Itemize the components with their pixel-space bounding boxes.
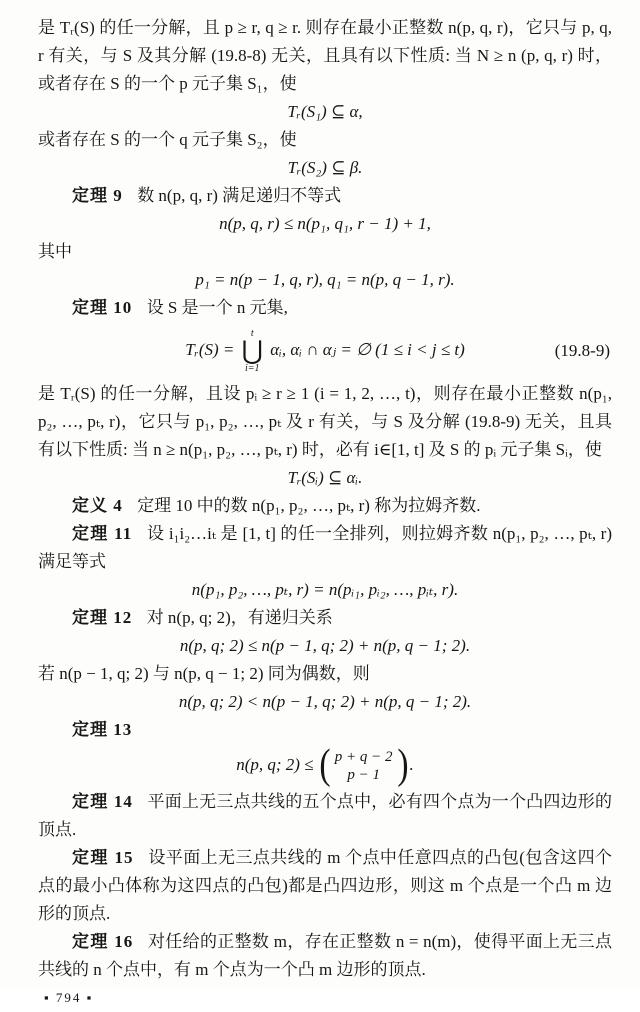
formula-alpha-i-subset: Tᵣ(Sᵢ) ⊆ αᵢ.: [287, 468, 363, 487]
theorem-15: [38, 844, 612, 928]
formula-recurrence-leq: n(p, q; 2) ≤ n(p − 1, q; 2) + n(p, q − 1; 2).: [179, 636, 471, 655]
formula-alpha-subset: Tᵣ(S₁) ⊆ α,: [287, 102, 363, 121]
theorem-16-text: 对任给的正整数 m，存在正整数 n = n(m)，使得平面上无三点共线的 n 个点中，有 m 个点为一个凸 m 边形的顶点.: [38, 932, 613, 979]
union-symbol: ⋃: [241, 336, 263, 365]
right-paren: ): [396, 742, 409, 789]
theorem-14-text: 平面上无三点共线的五个点中，必有四个点为一个凸四边形的顶点.: [38, 792, 613, 839]
theorem-10: [38, 294, 612, 322]
equation-tag-19-8-9: (19.8-9): [554, 341, 610, 360]
left-paren: (: [319, 742, 331, 789]
union-lower-limit: i=1: [245, 363, 260, 374]
formula-19-8-9: [38, 322, 612, 380]
definition-4-label: 定义 4: [72, 496, 123, 515]
binomial-coefficient: [318, 742, 410, 789]
theorem-13-label: 定理 13: [72, 720, 133, 739]
binomial-formula-lhs: n(p, q; 2) ≤: [236, 754, 318, 774]
paragraph-where: 其中: [38, 242, 72, 261]
formula-p1-q1-definitions: p₁ = n(p − 1, q, r), q₁ = n(p, q − 1, r).: [195, 270, 455, 289]
theorem-11-label: 定理 11: [72, 524, 133, 543]
theorem-10-label: 定理 10: [72, 298, 133, 317]
theorem-10-text: 设 S 是一个 n 元集,: [146, 298, 288, 317]
theorem-14: [38, 788, 612, 844]
paragraph-both-even: 若 n(p − 1, q; 2) 与 n(p, q − 1; 2) 同为偶数，则: [38, 664, 370, 683]
definition-4: [38, 492, 612, 520]
theorem-11: [38, 520, 612, 576]
formula-binomial-bound: [38, 744, 612, 788]
formula-permutation-equality: n(p₁, p₂, …, pₜ, r) = n(pᵢ₁, pᵢ₂, …, pᵢₜ, r).: [191, 580, 459, 599]
theorem-9-text: 数 n(p, q, r) 满足递归不等式: [137, 186, 342, 205]
big-union-operator: [242, 328, 263, 374]
union-upper-limit: t: [250, 328, 254, 339]
union-formula-rhs: αᵢ, αᵢ ∩ αⱼ = ∅ (1 ≤ i < j ≤ t): [270, 339, 465, 359]
theorem-16-label: 定理 16: [72, 932, 134, 951]
page-number: ▪ 794 ▪: [44, 990, 94, 1005]
theorem-12: [38, 604, 612, 632]
paragraph-decomposition: 是 Tᵣ(S) 的任一分解，且设 pᵢ ≥ r ≥ 1 (i = 1, 2, …, t)，则存在最小正整数 n(p₁, p₂, …, pₜ, r)，它只与 p₁, p₂, …, pₜ 及 r 有关，与 S 及分解 (19.8-9) 无关，且具有以下性质: 当 n ≥ n(p₁, p₂, …, pₜ, r) 时，必有 i∈[1, t] 及 S 的 pᵢ 元子集 Sᵢ，使: [38, 384, 612, 459]
binomial-denominator: p − 1: [347, 767, 380, 783]
theorem-14-label: 定理 14: [72, 792, 133, 811]
binomial-formula-tail: .: [409, 754, 414, 774]
theorem-16: [38, 928, 612, 984]
formula-beta-subset: Tᵣ(S₂) ⊆ β.: [287, 158, 363, 177]
theorem-15-label: 定理 15: [72, 848, 134, 867]
theorem-9: [38, 182, 612, 210]
theorem-12-label: 定理 12: [72, 608, 133, 627]
paragraph-intro: 是 Tᵣ(S) 的任一分解，且 p ≥ r, q ≥ r. 则存在最小正整数 n(p, q, r)，它只与 p, q, r 有关，与 S 及其分解 (19.8-8) 无关，且具有以下性质: 当 N ≥ n (p, q, r) 时，或者存在 S 的一个 p 元子集 S₁，使: [38, 18, 612, 93]
definition-4-text: 定理 10 中的数 n(p₁, p₂, …, pₜ, r) 称为拉姆齐数.: [137, 496, 481, 515]
paragraph-or-q-subset: 或者存在 S 的一个 q 元子集 S₂，使: [38, 130, 297, 149]
theorem-13: [38, 716, 612, 744]
theorem-11-text: 设 i₁i₂…iₜ 是 [1, t] 的任一全排列，则拉姆齐数 n(p₁, p₂, …, pₜ, r) 满足等式: [38, 524, 612, 571]
union-formula-lhs: Tᵣ(S) =: [185, 339, 235, 359]
binomial-numerator: p + q − 2: [334, 749, 393, 765]
formula-recursive-inequality: n(p, q, r) ≤ n(p₁, q₁, r − 1) + 1,: [219, 214, 431, 233]
formula-strict-inequality: n(p, q; 2) < n(p − 1, q; 2) + n(p, q − 1; 2).: [178, 692, 472, 711]
theorem-15-text: 设平面上无三点共线的 m 个点中任意四点的凸包(包含这四个点的最小凸体称为这四点的凸包)都是凸四边形，则这 m 个点是一个凸 m 边形的顶点.: [38, 848, 613, 923]
theorem-12-text: 对 n(p, q; 2)，有递归关系: [146, 608, 333, 627]
theorem-9-label: 定理 9: [72, 186, 123, 205]
